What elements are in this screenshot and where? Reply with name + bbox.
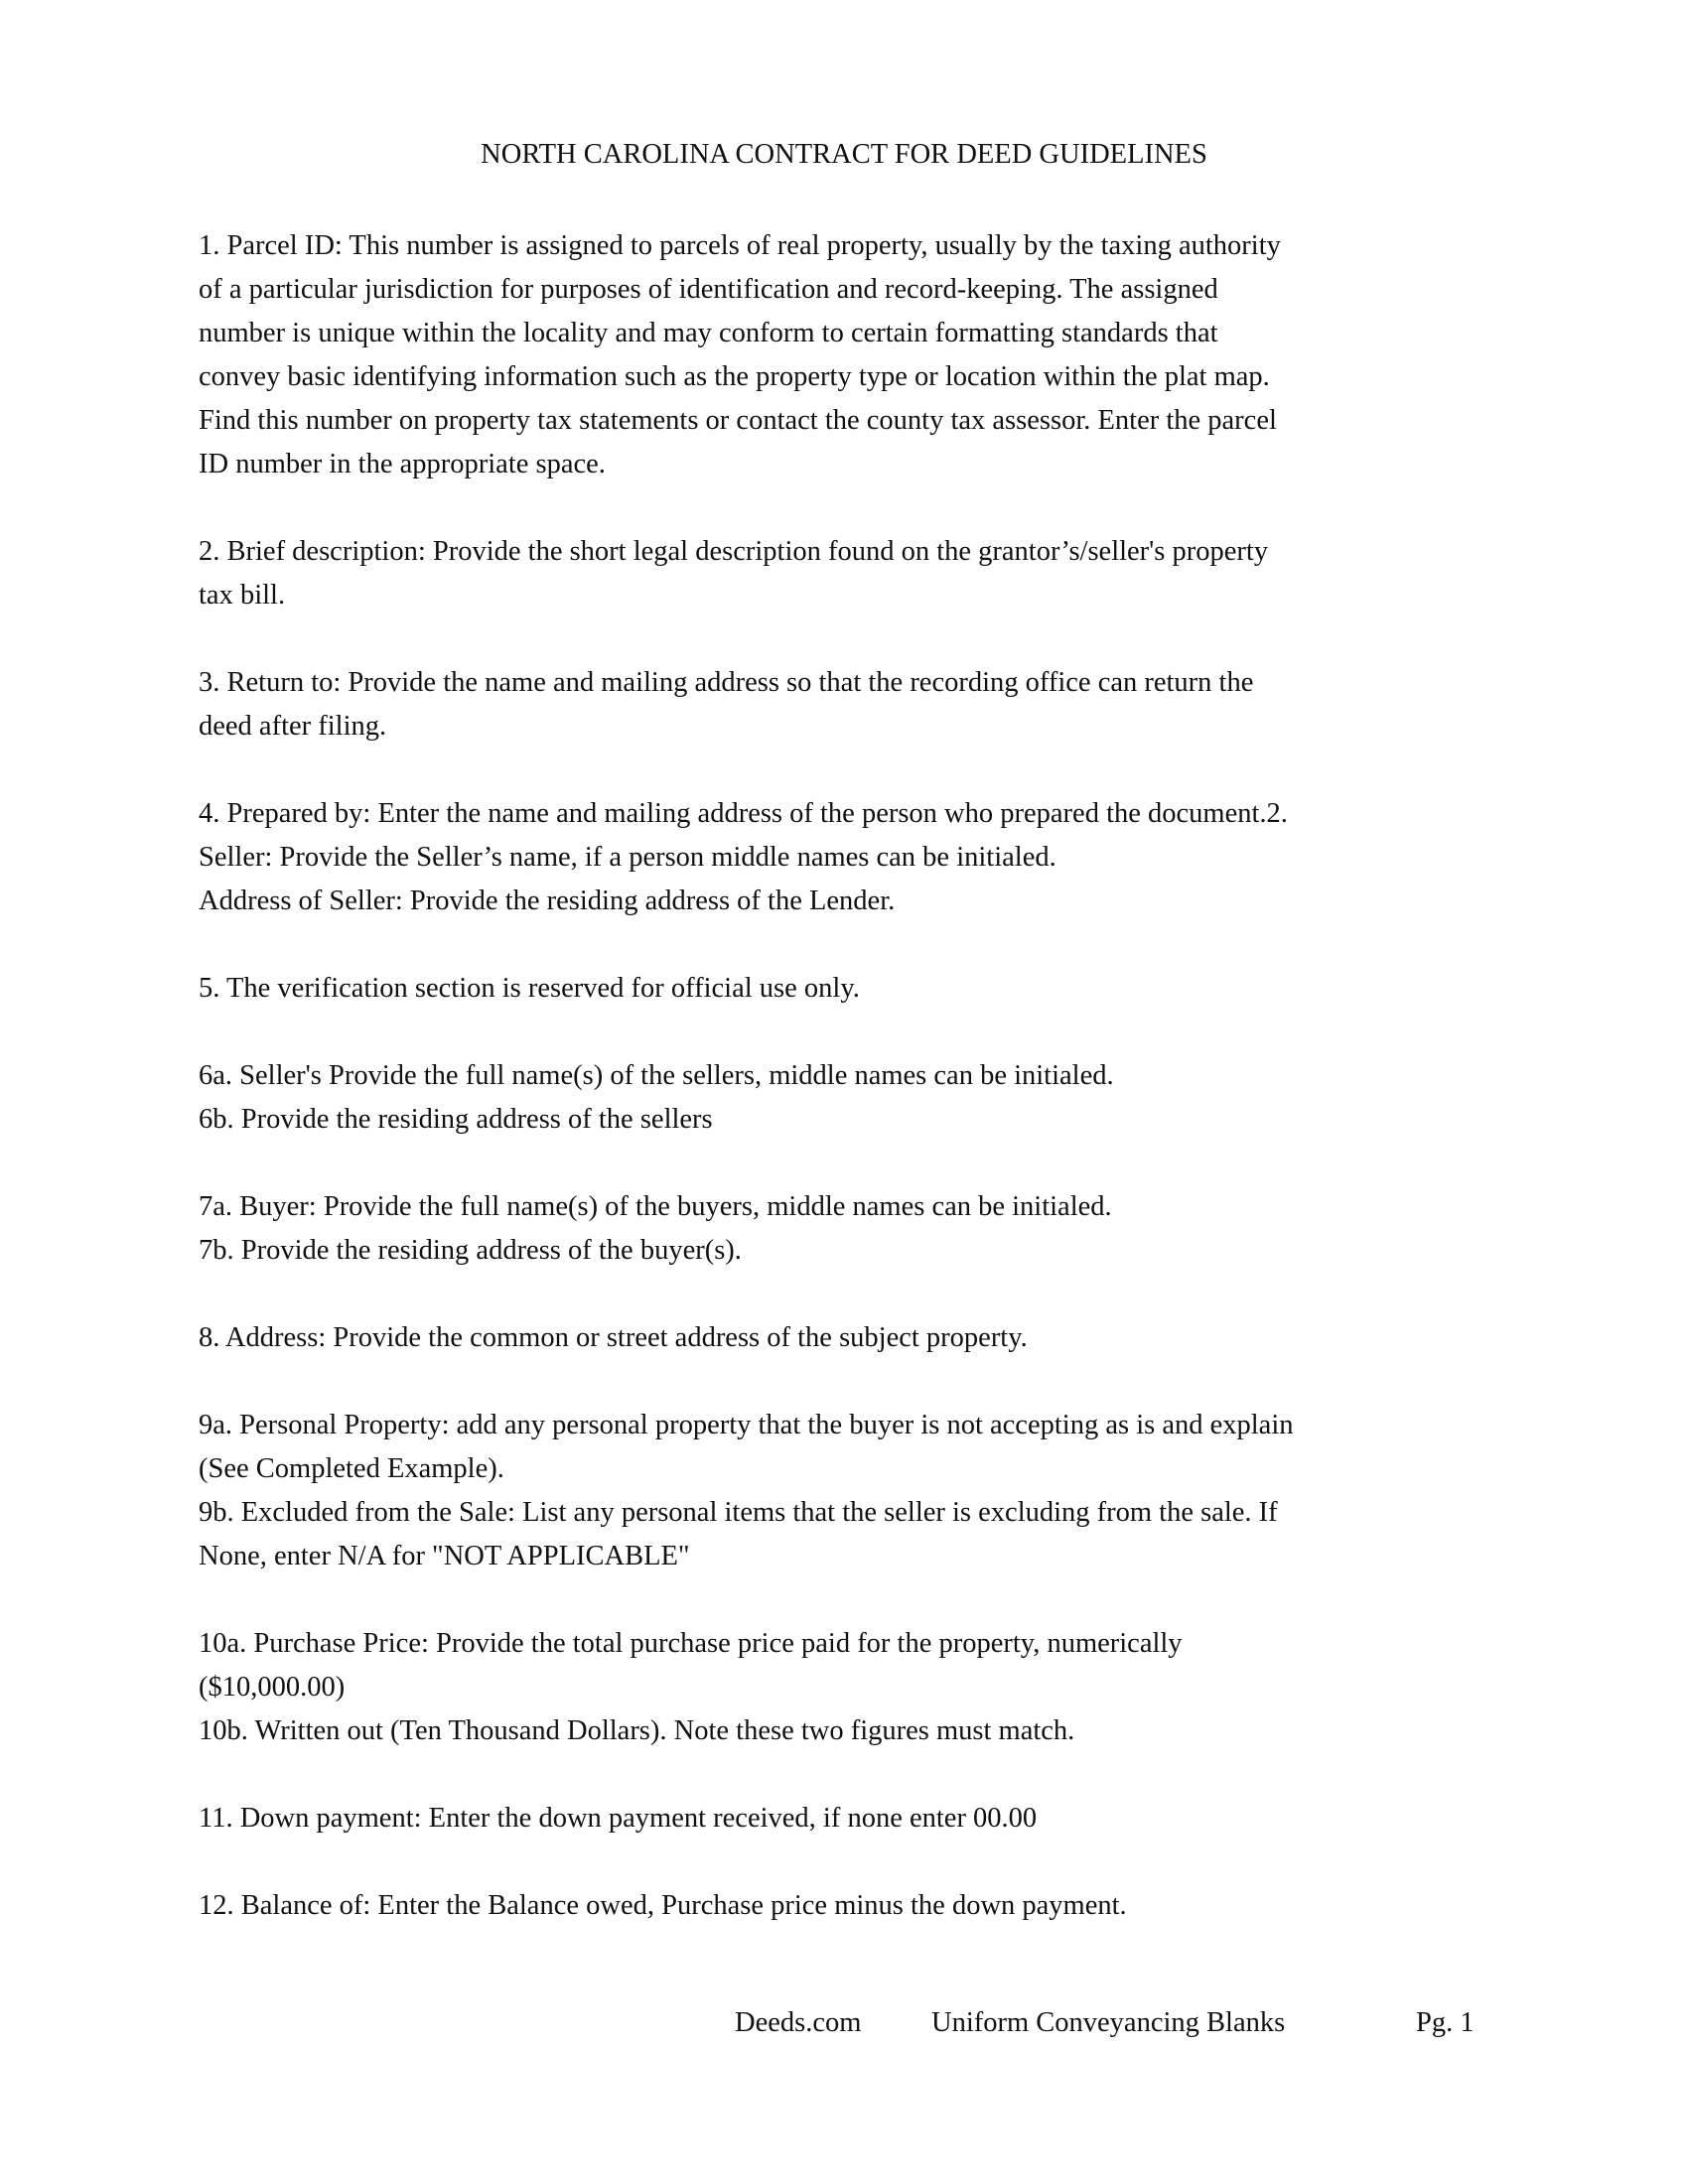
paragraph-4-prepared-by [199,792,1489,923]
text-line: None, enter N/A for "NOT APPLICABLE" [199,1541,690,1571]
text-line: 10a. Purchase Price: Provide the total purchase price paid for the property, numerically [199,1628,1183,1659]
text-line: 6a. Seller's Provide the full name(s) of the sellers, middle names can be initialed. [199,1060,1114,1091]
text-line: 3. Return to: Provide the name and mailing address so that the recording office can return the [199,667,1254,698]
text-line: 2. Brief description: Provide the short legal description found on the grantor’s/seller's property [199,536,1269,567]
paragraph-3-return-to [199,661,1489,749]
text-line: ID number in the appropriate space. [199,449,606,479]
text-line: 9a. Personal Property: add any personal property that the buyer is not accepting as is and explain [199,1410,1294,1440]
text-line: convey basic identifying information such as the property type or location within the plat map. [199,361,1270,392]
paragraph-10-purchase-price [199,1622,1489,1753]
guidelines-body [199,224,1489,1972]
text-line: number is unique within the locality and may conform to certain formatting standards that [199,318,1218,348]
text-line: 6b. Provide the residing address of the sellers [199,1104,713,1135]
text-line: Address of Seller: Provide the residing address of the Lender. [199,886,896,916]
paragraph-6-sellers [199,1054,1489,1142]
text-line: 4. Prepared by: Enter the name and mailing address of the person who prepared the document.2. [199,798,1288,829]
text-line: 7b. Provide the residing address of the buyer(s). [199,1235,742,1266]
text-line: Seller: Provide the Seller’s name, if a person middle names can be initialed. [199,842,1056,873]
paragraph-11-down-payment [199,1797,1489,1841]
paragraph-2-brief-description [199,530,1489,617]
text-line: 11. Down payment: Enter the down payment received, if none enter 00.00 [199,1803,1038,1834]
text-line: 8. Address: Provide the common or street address of the subject property. [199,1322,1028,1353]
text-line: 9b. Excluded from the Sale: List any personal items that the seller is excluding from the sale. If [199,1497,1278,1528]
paragraph-7-buyers [199,1185,1489,1273]
text-line: (See Completed Example). [199,1453,504,1484]
text-line: tax bill. [199,580,286,611]
paragraph-5-verification [199,967,1489,1011]
text-line: 10b. Written out (Ten Thousand Dollars). Note these two figures must match. [199,1715,1075,1746]
page-title: NORTH CAROLINA CONTRACT FOR DEED GUIDELINES [481,139,1207,170]
text-line: 1. Parcel ID: This number is assigned to parcels of real property, usually by the taxing authority [199,230,1281,261]
paragraph-8-address [199,1316,1489,1360]
text-line: of a particular jurisdiction for purposes of identification and record-keeping. The assigned [199,274,1218,305]
text-line: 5. The verification section is reserved for official use only. [199,973,860,1004]
text-line: ($10,000.00) [199,1672,346,1703]
paragraph-9-personal-property [199,1404,1489,1578]
text-line: Find this number on property tax statements or contact the county tax assessor. Enter the parcel [199,405,1277,436]
footer-site-name: Deeds.com [735,2007,862,2038]
footer-series-name: Uniform Conveyancing Blanks [931,2007,1286,2038]
paragraph-1-parcel-id [199,224,1489,486]
text-line: 12. Balance of: Enter the Balance owed, Purchase price minus the down payment. [199,1890,1127,1921]
text-line: 7a. Buyer: Provide the full name(s) of the buyers, middle names can be initialed. [199,1191,1112,1222]
paragraph-12-balance [199,1884,1489,1928]
footer-page-number: Pg. 1 [1416,2007,1475,2038]
text-line: deed after filing. [199,711,387,742]
